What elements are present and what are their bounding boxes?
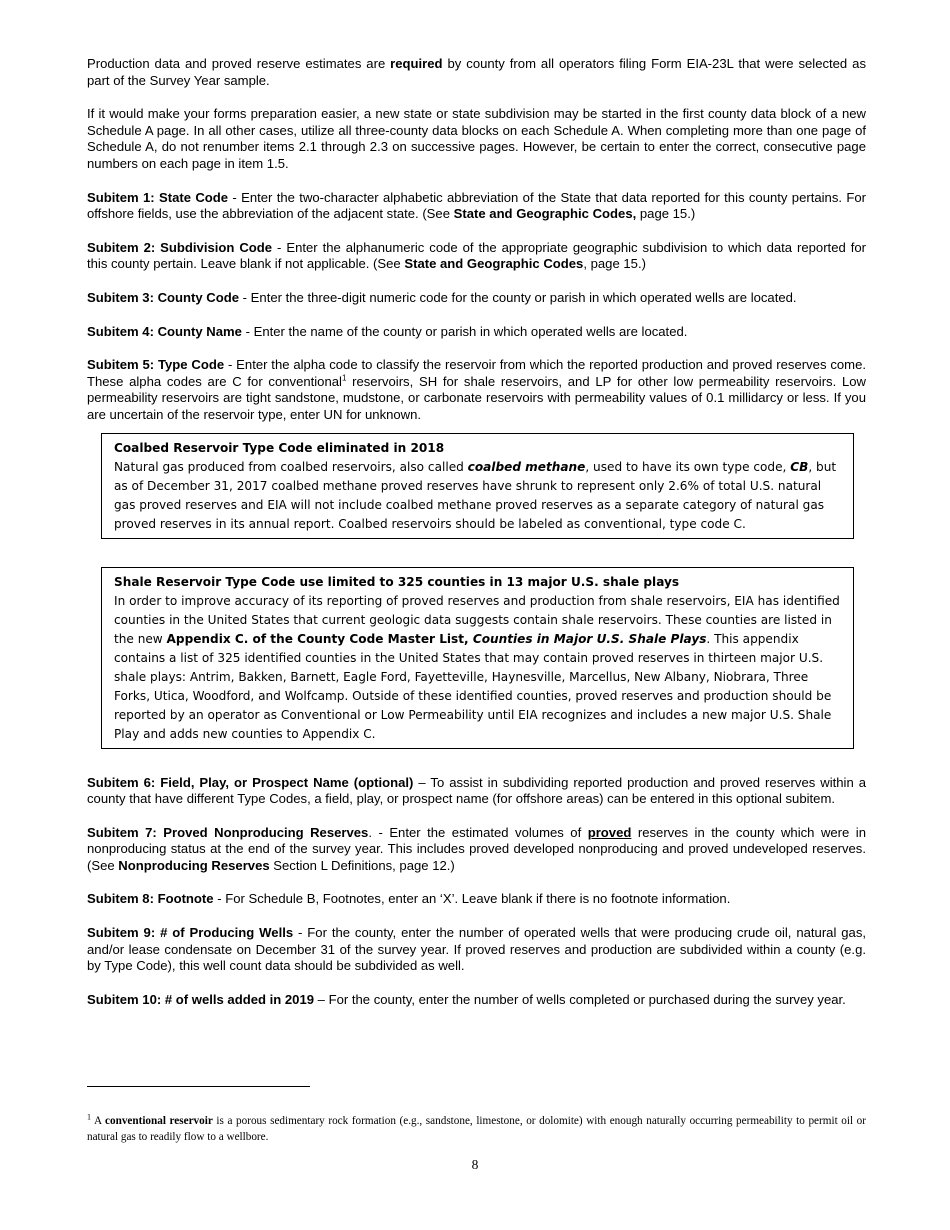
footnote-number: 1 [87, 1112, 91, 1122]
subitem-5-paragraph [87, 357, 866, 423]
text: reservoirs, SH for shale reservoirs, and LP for other low permeability reservoirs. Low permeability reservoirs are tight sandstone, mudstone, or carbonate reservoirs with permeability values of 0.1 millidarcy or less. If you are uncertain of the reservoir type, enter UN for unknown. [87, 373, 866, 422]
text: - Enter the two-character alphabetic abbreviation of the State that data reported for this county pertains. For offshore fields, use the abbreviation of the adjacent state. (See [87, 189, 866, 222]
subitem-9-paragraph [87, 925, 866, 975]
text: , but as of December 31, 2017 coalbed methane proved reserves have shrunk to represent only 2.6% of total U.S. natural gas proved reserves and EIA will not include coalbed methane proved reserves as a separate category of natural gas proved reserves in its annual report. Coalbed reservoirs should be labeled as conventional, type code C. [114, 459, 837, 531]
text: Natural gas produced from coalbed reservoirs, also called [114, 459, 468, 474]
subitem-5-label: Subitem 5: Type Code [87, 357, 225, 373]
coalbed-notice-text [114, 458, 841, 534]
intro-paragraph-1 [87, 56, 866, 89]
term-coalbed-methane: coalbed methane [467, 459, 586, 474]
text: – To assist in subdividing reported production and proved reserves within a county that have different Type Codes, a field, play, or prospect name (for offshore areas) can be entered in this optional subitem. [87, 774, 866, 807]
text: - Enter the alphanumeric code of the appropriate geographic subdivision to which data reported for this county pertain. Leave blank if not applicable. (See [87, 239, 866, 272]
subitem-4-paragraph [87, 324, 866, 341]
reference-bold: State and Geographic Codes, [453, 206, 637, 222]
text: , used to have its own type code, [585, 459, 791, 474]
text: - Enter the three-digit numeric code for the county or parish in which operated wells are located. [239, 289, 797, 305]
subitem-10-paragraph [87, 992, 866, 1009]
shale-notice-text [114, 592, 841, 744]
reference-bold: State and Geographic Codes [404, 256, 584, 272]
subitem-3-label: Subitem 3: County Code [87, 289, 240, 305]
subitem-8-paragraph [87, 891, 866, 908]
footnote-separator [87, 1086, 310, 1087]
shale-notice-title: Shale Reservoir Type Code use limited to 325 counties in 13 major U.S. shale plays [114, 574, 680, 589]
footnote-term: conventional reservoir [105, 1115, 213, 1127]
subitem-9-label: Subitem 9: # of Producing Wells [87, 925, 294, 941]
text: - For Schedule B, Footnotes, enter an ‘X’. Leave blank if there is no footnote information. [213, 891, 731, 907]
subitem-4-label: Subitem 4: County Name [87, 323, 242, 339]
text: by county from all operators filing Form EIA-23L that were selected as part of the Survey Year sample. [87, 56, 866, 88]
page-number: 8 [471, 1157, 479, 1172]
appendix-title: Counties in Major U.S. Shale Plays [472, 631, 707, 646]
coalbed-notice-box [101, 433, 854, 539]
text: Section L Definitions, page 12.) [269, 857, 455, 873]
text: is a porous sedimentary rock formation (e.g., sandstone, limestone, or dolomite) with enough naturally occurring permeability to permit oil or natural gas to readily flow to a wellbore. [87, 1115, 866, 1143]
intro-paragraph-2: If it would make your forms preparation easier, a new state or state subdivision may be started in the first county data block of a new Schedule A page. In all other cases, utilize all three-county data blocks on each Schedule A. When completing more than one page of Schedule A, do not renumber items 2.1 through 2.3 on successive pages. However, be certain to enter the correct, consecutive page numbers on each page in item 1.5. [87, 106, 866, 171]
text: In order to improve accuracy of its reporting of proved reserves and production from shale reservoirs, EIA has identified counties in the United States that current geologic data suggests contain shale reservoirs. These counties are listed in the new [114, 593, 840, 646]
code-cb: CB [790, 459, 809, 474]
subitem-10-label: Subitem 10: # of wells added in 2019 [87, 991, 315, 1007]
subitem-2-label: Subitem 2: Subdivision Code [87, 239, 273, 255]
document-body [87, 56, 866, 1025]
text: - Enter the name of the county or parish in which operated wells are located. [241, 323, 688, 339]
subitem-6-paragraph [87, 775, 866, 808]
subitem-7-paragraph [87, 825, 866, 875]
text: Production data and proved reserve estimates are [87, 56, 391, 71]
text: page 15.) [636, 206, 696, 222]
subitem-8-label: Subitem 8: Footnote [87, 891, 214, 907]
subitem-1-paragraph [87, 190, 866, 223]
footnote [87, 1114, 866, 1145]
reference-bold: Nonproducing Reserves [118, 857, 270, 873]
text: - For the county, enter the number of operated wells that were producing crude oil, natural gas, and/or lease condensate on December 31 of the survey year. If proved reserves and production are subdivided within a county (e.g. by Type Code), this well count data should be subdivided as well. [87, 925, 867, 974]
subitem-7-label: Subitem 7: Proved Nonproducing Reserves [87, 824, 369, 840]
text: – For the county, enter the number of wells completed or purchased during the survey year. [314, 991, 846, 1007]
text: , page 15.) [583, 256, 646, 272]
coalbed-notice-title: Coalbed Reservoir Type Code eliminated in 2018 [114, 440, 445, 455]
emphasis-proved: proved [587, 824, 632, 840]
text: A [91, 1115, 106, 1127]
emphasis-required: required [390, 56, 443, 71]
subitem-1-label: Subitem 1: State Code [87, 189, 229, 205]
appendix-reference: Appendix C. of the County Code Master List, [166, 631, 473, 646]
subitem-3-paragraph [87, 290, 866, 307]
text: - Enter the alpha code to classify the reservoir from which the reported production and proved reserves come. These alpha codes are C for conventional [87, 357, 866, 389]
footnote-marker: 1 [341, 373, 347, 383]
text: . This appendix contains a list of 325 identified counties in the United States that may contain proved reserves in thirteen major U.S. shale plays: Antrim, Bakken, Barnett, Eagle Ford, Fayetteville, Haynesville, Marcellus, New Albany, Niobrara, Three Forks, Utica, Woodford, and Wolfcamp. Outside of these identified counties, proved reserves and production should be reported by an operator as Conventional or Low Permeability until EIA recognizes and includes a new major U.S. Shale Play and adds new counties to Appendix C. [114, 631, 832, 741]
subitem-2-paragraph [87, 240, 866, 273]
text: . - Enter the estimated volumes of [368, 824, 588, 840]
subitem-6-label: Subitem 6: Field, Play, or Prospect Name (optional) [87, 774, 414, 790]
shale-notice-box [101, 567, 854, 749]
text: reserves in the county which were in nonproducing status at the end of the survey year. This includes proved developed nonproducing and proved undeveloped reserves. (See [87, 824, 866, 873]
